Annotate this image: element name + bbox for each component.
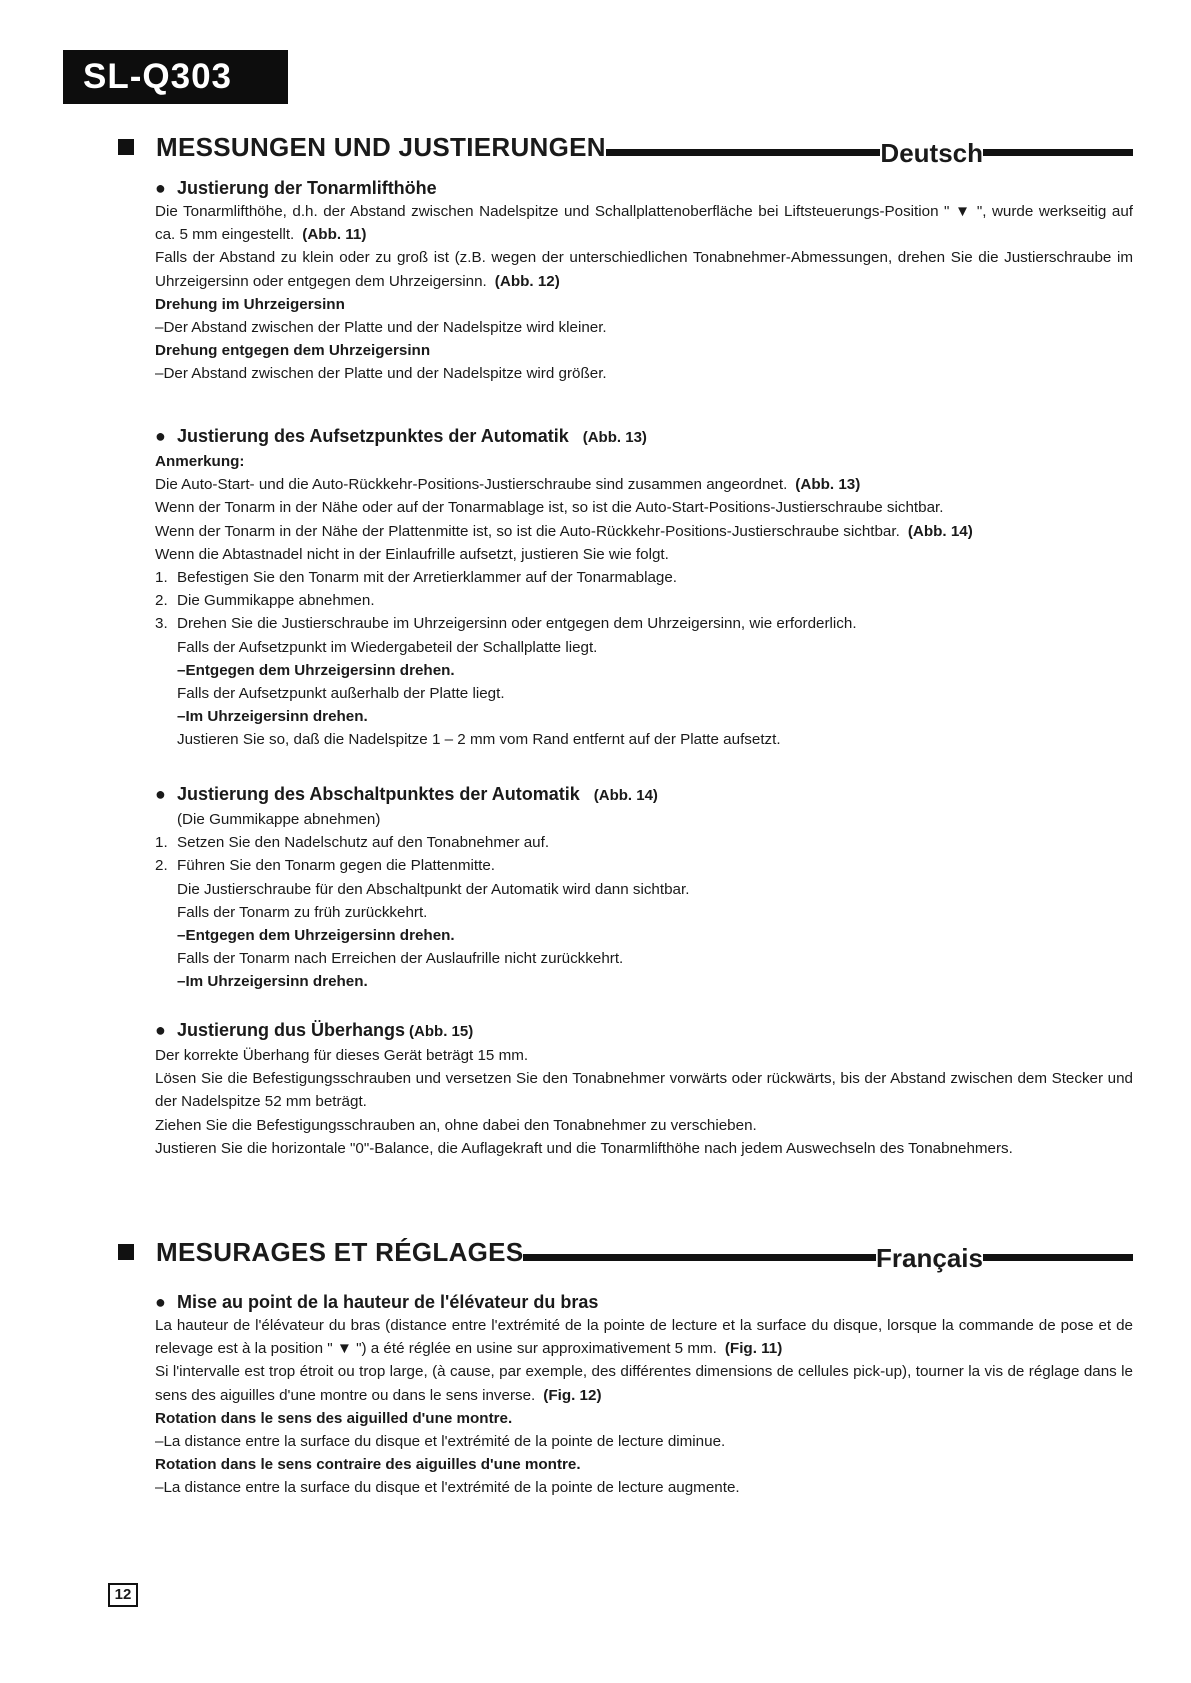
step-item: 1. Befestigen Sie den Tonarm mit der Arretierklammer auf der Tonarmablage. — [155, 569, 678, 587]
label-clockwise: Drehung im Uhrzeigersinn — [155, 295, 345, 313]
sub-heading — [155, 782, 1133, 808]
sub-heading-text: Justierung der Tonarmlifthöhe — [177, 178, 437, 198]
figure-ref: (Abb. 11) — [302, 226, 367, 244]
paragraph: La hauteur de l'élévateur du bras (distance entre l'extrémité de la pointe de lecture et la surface du disque, lorsque la commande de pose et de relevage est à la position " ▼ ") a été réglée en usine sur approximativement 5 mm. (Fig. 11) — [155, 1317, 1133, 1358]
sub-heading-text: Mise au point de la hauteur de l'élévateur du bras — [177, 1292, 599, 1312]
paragraph: Die Tonarmlifthöhe, d.h. der Abstand zwischen Nadelspitze und Schallplattenoberfläche bei Liftsteuerungs-Position " ▼ ", wurde werkseitig auf ca. 5 mm eingestellt. (Abb. 11) — [155, 203, 1133, 244]
bullet-icon: ● — [155, 784, 166, 804]
figure-ref: (Abb. 13) — [582, 429, 647, 446]
bullet-icon: ● — [155, 178, 166, 198]
block-setdown-de — [155, 424, 1133, 752]
figure-ref: (Abb. 15) — [409, 1023, 474, 1040]
section-rule — [983, 149, 1133, 156]
page-number: 12 — [108, 1583, 138, 1607]
note-label: Anmerkung: — [155, 453, 245, 470]
figure-ref: (Abb. 12) — [494, 272, 560, 290]
text-counterclockwise: –Der Abstand zwischen der Platte und der Nadelspitze wird größer. — [155, 365, 607, 383]
step-detail: –Entgegen dem Uhrzeigersinn drehen. — [177, 661, 455, 679]
step-detail: –Im Uhrzeigersinn drehen. — [177, 973, 368, 991]
section-square-icon — [118, 139, 134, 155]
paragraph: Wenn der Tonarm in der Nähe der Plattenmitte ist, so ist die Auto-Rückkehr-Positions-Justierschraube sichtbar. (Abb. 14) — [155, 522, 973, 540]
section-rule — [606, 149, 881, 156]
sub-heading — [155, 1290, 1133, 1314]
section-rule — [523, 1254, 876, 1261]
step-item: 3. Drehen Sie die Justierschraube im Uhrzeigersinn oder entgegen dem Uhrzeigersinn, wie erforderlich. — [155, 615, 857, 633]
bullet-icon: ● — [155, 1020, 166, 1040]
step-detail: (Die Gummikappe abnehmen) — [177, 811, 381, 828]
paragraph: Der korrekte Überhang für dieses Gerät beträgt 15 mm. — [155, 1047, 529, 1064]
figure-ref: (Abb. 14) — [593, 787, 658, 804]
section-rule — [983, 1254, 1133, 1261]
paragraph: Wenn die Abtastnadel nicht in der Einlaufrille aufsetzt, justieren Sie wie folgt. — [155, 545, 669, 563]
block-overhang-de — [155, 1018, 1133, 1160]
text-clockwise: –Der Abstand zwischen der Platte und der Nadelspitze wird kleiner. — [155, 319, 607, 337]
step-detail: Justieren Sie so, daß die Nadelspitze 1 – 2 mm vom Rand entfernt auf der Platte aufsetzt. — [177, 731, 781, 749]
paragraph: Falls der Abstand zu klein oder zu groß ist (z.B. wegen der unterschiedlichen Tonabnehmer-Abmessungen, drehen Sie die Justierschraube im Uhrzeigersinn oder entgegen dem Uhrzeigersinn. (Abb. 12) — [155, 249, 1133, 290]
paragraph: Wenn der Tonarm in der Nähe oder auf der Tonarmablage ist, so ist die Auto-Start-Positions-Justierschraube sichtbar. — [155, 499, 944, 517]
step-item: 1. Setzen Sie den Nadelschutz auf den Tonabnehmer auf. — [155, 834, 550, 852]
section-language-german: Deutsch — [880, 138, 983, 168]
figure-ref: (Fig. 11) — [724, 1340, 783, 1358]
paragraph: Si l'intervalle est trop étroit ou trop large, (à cause, par exemple, des différentes dimensions de cellules pick-up), tourner la vis de réglage dans le sens des aiguilles d'une montre ou dans le sens inverse. (Fig. 12) — [155, 1363, 1133, 1404]
step-detail: Falls der Aufsetzpunkt im Wiedergabeteil der Schallplatte liegt. — [177, 638, 598, 656]
sub-heading-text: Justierung des Abschaltpunktes der Automatik — [177, 784, 580, 804]
step-item: 2. Führen Sie den Tonarm gegen die Plattenmitte. — [155, 857, 496, 875]
step-item: 2. Die Gummikappe abnehmen. — [155, 592, 375, 610]
section-title-german: MESSUNGEN UND JUSTIERUNGEN — [156, 132, 606, 162]
section-square-icon — [118, 1244, 134, 1260]
label-counterclockwise: Rotation dans le sens contraire des aiguilles d'une montre. — [155, 1456, 581, 1474]
figure-ref: (Fig. 12) — [543, 1386, 602, 1404]
step-detail: Falls der Tonarm nach Erreichen der Auslaufrille nicht zurückkehrt. — [177, 950, 624, 968]
step-detail: –Im Uhrzeigersinn drehen. — [177, 708, 368, 726]
step-detail: –Entgegen dem Uhrzeigersinn drehen. — [177, 927, 455, 945]
step-detail: Die Justierschraube für den Abschaltpunkt der Automatik wird dann sichtbar. — [177, 880, 690, 898]
paragraph: Ziehen Sie die Befestigungsschrauben an, ohne dabei den Tonabnehmer zu verschieben. — [155, 1116, 757, 1134]
section-language-french: Français — [876, 1243, 983, 1273]
step-detail: Falls der Tonarm zu früh zurückkehrt. — [177, 903, 428, 921]
paragraph: Justieren Sie die horizontale "0"-Balance, die Auflagekraft und die Tonarmlifthöhe nach jedem Auswechseln des Tonabnehmers. — [155, 1139, 1013, 1157]
paragraph: Lösen Sie die Befestigungsschrauben und versetzen Sie den Tonabnehmer vorwärts oder rückwärts, bis der Abstand zwischen dem Stecker und der Nadelspitze 52 mm beträgt. — [155, 1070, 1133, 1111]
block-lift-height-de — [155, 176, 1133, 386]
bullet-icon: ● — [155, 1292, 166, 1312]
section-title-french: MESURAGES ET RÉGLAGES — [156, 1237, 524, 1267]
figure-ref: (Abb. 13) — [795, 476, 861, 494]
section-header-french — [118, 1233, 1133, 1273]
bullet-icon: ● — [155, 426, 166, 446]
sub-heading — [155, 176, 1133, 200]
sub-heading-text: Justierung des Aufsetzpunktes der Automatik — [177, 426, 569, 446]
block-lift-height-fr — [155, 1290, 1133, 1500]
paragraph: Die Auto-Start- und die Auto-Rückkehr-Positions-Justierschraube sind zusammen angeordnet. (Abb. 13) — [155, 476, 861, 494]
figure-ref: (Abb. 14) — [907, 522, 973, 540]
sub-heading-text: Justierung dus Überhangs — [177, 1020, 406, 1040]
step-detail: Falls der Aufsetzpunkt außerhalb der Platte liegt. — [177, 685, 505, 703]
label-counterclockwise: Drehung entgegen dem Uhrzeigersinn — [155, 342, 431, 360]
label-clockwise: Rotation dans le sens des aiguilled d'une montre. — [155, 1409, 513, 1427]
text-clockwise: –La distance entre la surface du disque et l'extrémité de la pointe de lecture diminue. — [155, 1433, 726, 1451]
sub-heading — [155, 1018, 1133, 1044]
text-counterclockwise: –La distance entre la surface du disque et l'extrémité de la pointe de lecture augmente. — [155, 1479, 740, 1497]
block-cutoff-de — [155, 782, 1133, 994]
section-header-german — [118, 128, 1133, 168]
sub-heading — [155, 424, 1133, 450]
model-badge: SL-Q303 — [63, 50, 288, 104]
